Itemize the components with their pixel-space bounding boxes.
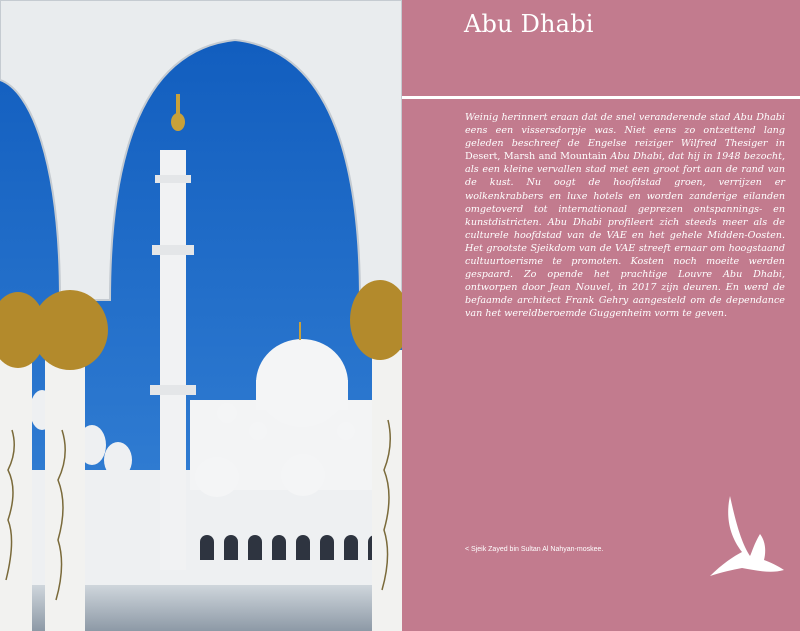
dome-drum [256,380,348,410]
minaret-balcony [150,385,196,395]
mid-dome [195,457,239,497]
column-left [0,340,32,631]
minaret-balcony [155,175,191,183]
book-title: Desert, Marsh and Mountain [465,151,611,163]
page-title: Abu Dhabi [464,10,594,38]
bird-icon [708,494,788,584]
minaret [160,150,186,570]
minaret-top [171,113,185,131]
column-right [372,350,402,631]
body-part-1: Weinig herinnert eraan dat de snel veranderende stad Abu Dhabi eens een vissersdorpje was. Niet eens zo ontzettend lang geleden beschreef de Engelse reiziger Wilfred Thesiger in [465,112,785,150]
small-dome [337,422,355,440]
small-dome [249,422,267,440]
text-panel [402,0,800,631]
body-part-2: Abu Dhabi, dat hij in 1948 bezocht, als een kleine vervallen stad met een groot fort aan de rand van de kust. Nu oogt de hoofdstad groen, verrijzen er wolkenkrabbers en luxe hotels en worden zanderige eilanden omgetoverd tot internationaal geprezen ontspannings- en kunstdistricten. Abu Dhabi profileert zich steeds meer als de culturele hoofdstad van de VAE en het gehele Midden-Oosten. Het grootste Sjeikdom van de VAE streeft ernaar om hoogstaand cultuurtoerisme te promoten. Kosten noch moeite werden gespaard. Zo opende het prachtige Louvre Abu Dhabi, ontworpen door Jean Nouvel, in 2017 zijn deuren. En werd de befaamde architect Frank Gehry aangesteld om de dependance van het wereldberoemde Guggenheim vorm te geven. [465,151,785,320]
column-left-inner [45,340,85,631]
photo-caption: < Sjeik Zayed bin Sultan Al Nahyan-moskee. [465,546,604,553]
minaret-balcony [152,245,194,255]
mid-dome [281,454,325,496]
side-dome [104,442,132,478]
divider [402,96,800,99]
minaret-spire [176,94,180,114]
small-dome [217,403,237,423]
article-body [465,111,785,321]
